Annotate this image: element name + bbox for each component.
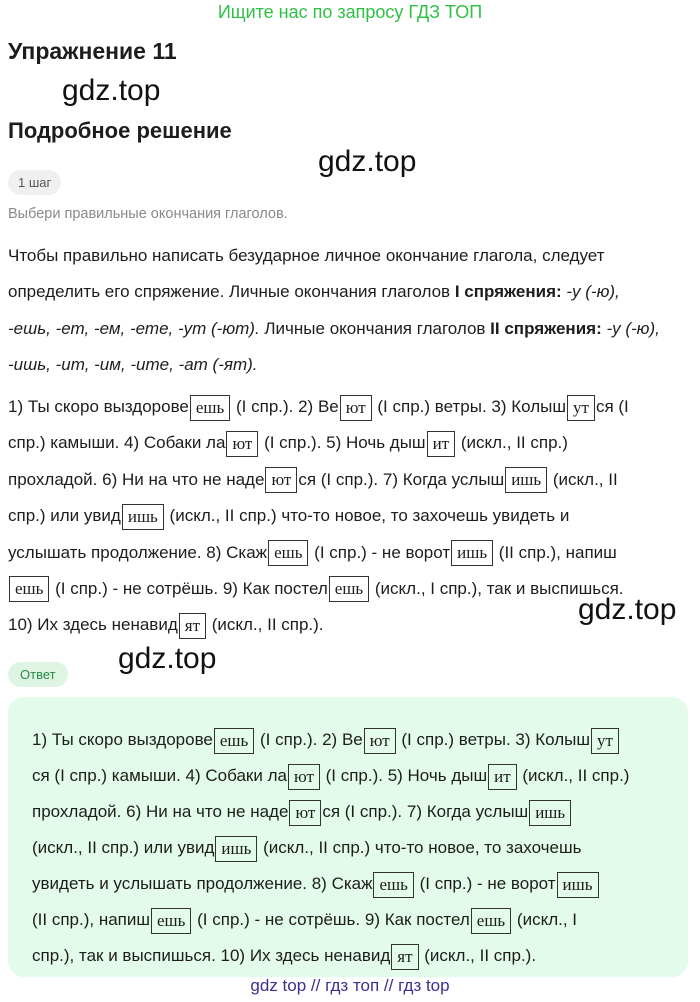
step-badge: 1 шаг — [8, 170, 61, 195]
verb-ending-box: ишь — [505, 467, 547, 493]
text-line — [32, 794, 682, 830]
text-line — [8, 462, 692, 498]
text-segment: (искл., II спр.) что-то новое, то захочешь увидеть и — [164, 506, 570, 526]
watermark: gdz.top — [118, 642, 217, 675]
text-segment: ся (I спр.) камыши. 4) Собаки ла — [32, 766, 287, 785]
watermark: gdz.top — [318, 145, 417, 178]
verb-ending-box: ешь — [214, 728, 254, 754]
text-line — [8, 535, 692, 571]
text-segment: (искл., II спр.). — [207, 615, 324, 635]
text-line — [8, 311, 688, 347]
text-segment: (I спр.) - не сотрёшь. 9) Как постел — [50, 578, 328, 598]
text-segment: (искл., I — [512, 910, 578, 929]
text-segment: спр.) камыши. 4) Собаки ла — [8, 433, 226, 453]
text-segment: прохладой. 6) Ни на что не наде — [32, 802, 289, 821]
text-segment: прохладой. 6) Ни на что не наде — [8, 469, 265, 489]
text-segment: (I спр.) - не сотрёшь. 9) Как постел — [192, 910, 470, 929]
text-segment: ся (I — [595, 397, 629, 416]
text-segment: (искл., II спр.) что-то новое, то захочешь — [258, 838, 582, 857]
text-segment: 1) Ты скоро выздорове — [8, 397, 189, 416]
text-segment: спр.) или увид — [8, 506, 121, 526]
verb-ending-box: ит — [427, 431, 456, 457]
verb-ending-box: ят — [391, 944, 418, 970]
verb-ending-box: ят — [179, 613, 206, 639]
verb-ending-box: ют — [364, 728, 396, 754]
text-segment: II спряжения: — [490, 318, 602, 338]
verb-ending-box: ют — [340, 395, 372, 421]
search-hint-banner: Ищите нас по запросу ГДЗ ТОП — [217, 2, 483, 22]
text-segment: 1) Ты скоро выздорове — [32, 730, 213, 749]
verb-ending-box: ишь — [122, 504, 164, 530]
answer-paragraph — [32, 722, 682, 974]
verb-ending-box: ешь — [9, 576, 49, 602]
text-segment: увидеть и услышать продолжение. 8) Скаж — [32, 874, 373, 893]
text-line — [8, 425, 692, 461]
verb-ending-box: ешь — [268, 540, 308, 566]
text-line — [32, 866, 682, 902]
text-segment: -у (-ю), — [561, 282, 620, 302]
verb-ending-box: ишь — [529, 800, 571, 826]
text-segment: (II спр.), напиш — [32, 910, 151, 929]
verb-ending-box: ют — [288, 764, 320, 790]
text-segment: (I спр.). 5) Ночь дыш — [259, 433, 426, 453]
watermark: gdz.top — [578, 593, 677, 626]
text-segment: -ишь, -ит, -им, -ите, -ат (-ят). — [8, 355, 258, 375]
answer-badge: Ответ — [8, 662, 68, 687]
text-segment: (искл., II спр.) или увид — [32, 838, 215, 857]
text-segment: -ешь, -ет, -ем, -ете, -ут (-ют). — [8, 318, 260, 338]
text-line — [32, 758, 682, 794]
text-segment: ся (I спр.). 7) Когда услыш — [322, 802, 529, 821]
text-segment: спр.), так и выспишься. 10) Их здесь ненавид — [32, 946, 391, 965]
verb-ending-box: ешь — [190, 395, 230, 421]
text-line — [8, 238, 688, 274]
section-title: Подробное решение — [8, 118, 232, 143]
text-segment: (II спр.), напиш — [494, 542, 617, 562]
text-line — [32, 902, 682, 938]
text-segment: определить его спряжение. Личные окончания глаголов — [8, 282, 455, 302]
watermark: gdz.top — [62, 74, 161, 107]
exercise-title: Упражнение 11 — [8, 38, 177, 64]
verb-ending-box: ишь — [215, 836, 257, 862]
explanation-paragraph — [8, 238, 688, 384]
verb-ending-box: ишь — [451, 540, 493, 566]
text-segment: (искл., I спр.), так и выспишься. — [370, 578, 624, 598]
verb-ending-box: ут — [567, 395, 595, 421]
verb-ending-box: ешь — [151, 908, 191, 934]
text-segment: Личные окончания глаголов — [259, 318, 491, 338]
verb-ending-box: ут — [591, 728, 619, 754]
text-line — [32, 938, 682, 974]
text-segment: (I спр.) ветры. 3) Колыш — [396, 730, 590, 749]
text-segment: (искл., II спр.) — [456, 433, 568, 453]
text-segment: (I спр.) - не ворот — [309, 542, 451, 562]
step-task: Выбери правильные окончания глаголов. — [8, 206, 288, 222]
text-segment: (искл., II — [548, 469, 618, 489]
verb-ending-box: ешь — [471, 908, 511, 934]
text-line — [8, 498, 692, 534]
text-line — [8, 274, 688, 310]
verb-ending-box: ишь — [557, 872, 599, 898]
text-segment: (I спр.). 5) Ночь дыш — [320, 766, 488, 785]
text-segment: услышать продолжение. 8) Скаж — [8, 542, 268, 562]
text-line — [8, 347, 688, 383]
verb-ending-box: ешь — [373, 872, 413, 898]
text-segment: (I спр.) - не ворот — [414, 874, 556, 893]
verb-ending-box: ют — [226, 431, 258, 457]
verb-ending-box: ешь — [329, 576, 369, 602]
text-segment: (искл., II спр.). — [419, 946, 537, 965]
text-line — [32, 830, 682, 866]
footer-links: gdz top // гдз топ // гдз top — [250, 976, 450, 995]
text-segment: (I спр.). 2) Ве — [255, 730, 363, 749]
text-segment: -у (-ю), — [601, 318, 660, 338]
verb-ending-box: ют — [289, 800, 321, 826]
verb-ending-box: ют — [265, 467, 297, 493]
verb-ending-box: ит — [488, 764, 517, 790]
text-segment: (I спр.). 2) Ве — [231, 397, 339, 416]
text-segment: I спряжения: — [454, 282, 562, 302]
text-segment: (I спр.) ветры. 3) Колыш — [372, 397, 566, 416]
text-segment: (искл., II спр.) — [517, 766, 630, 785]
text-segment: 10) Их здесь ненавид — [8, 615, 178, 635]
text-segment: ся (I спр.). 7) Когда услыш — [298, 469, 505, 489]
text-segment: Чтобы правильно написать безударное личное окончание глагола, следует — [8, 246, 605, 265]
text-line — [8, 389, 692, 425]
text-line — [32, 722, 682, 758]
